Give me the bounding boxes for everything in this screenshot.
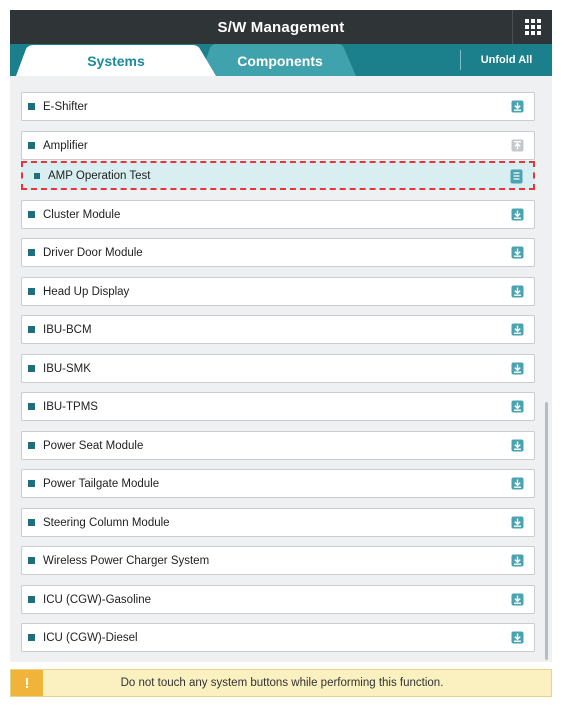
download-icon[interactable] xyxy=(511,400,524,413)
system-name: IBU-SMK xyxy=(43,362,91,375)
tab-systems[interactable] xyxy=(10,44,222,76)
list-item[interactable] xyxy=(21,92,535,121)
download-icon[interactable] xyxy=(511,516,524,529)
list-item-child-highlighted[interactable] xyxy=(21,161,535,190)
system-name: IBU-BCM xyxy=(43,323,92,336)
list-item[interactable] xyxy=(21,392,535,421)
list-item[interactable] xyxy=(21,585,535,614)
warning-message: Do not touch any system buttons while performing this function. xyxy=(120,677,444,689)
bullet-icon xyxy=(28,557,35,564)
bullet-icon xyxy=(28,480,35,487)
unfold-all-button[interactable]: Unfold All xyxy=(460,50,552,70)
bullet-icon xyxy=(28,596,35,603)
list-item[interactable] xyxy=(21,277,535,306)
system-name: ICU (CGW)-Diesel xyxy=(43,631,138,644)
bullet-icon xyxy=(28,365,35,372)
system-name: ICU (CGW)-Gasoline xyxy=(43,593,151,606)
list-item[interactable] xyxy=(21,623,535,652)
bullet-icon xyxy=(28,634,35,641)
download-icon[interactable] xyxy=(511,285,524,298)
system-name: Head Up Display xyxy=(43,285,130,298)
page-title: S/W Management xyxy=(217,18,345,36)
bullet-icon xyxy=(28,103,35,110)
tab-bar xyxy=(10,44,552,76)
system-name: Cluster Module xyxy=(43,208,121,221)
list-item[interactable] xyxy=(21,469,535,498)
sub-item-name: AMP Operation Test xyxy=(48,169,151,182)
scrollbar[interactable] xyxy=(545,402,548,660)
warning-banner xyxy=(10,669,552,697)
download-icon[interactable] xyxy=(511,323,524,336)
upload-icon[interactable] xyxy=(511,139,524,152)
system-name: IBU-TPMS xyxy=(43,400,98,413)
bullet-icon xyxy=(28,142,35,149)
download-icon[interactable] xyxy=(511,631,524,644)
list-item[interactable] xyxy=(21,354,535,383)
list-item[interactable] xyxy=(21,315,535,344)
system-name: Power Tailgate Module xyxy=(43,477,160,490)
download-icon[interactable] xyxy=(511,208,524,221)
systems-list[interactable] xyxy=(10,76,552,662)
menu-button[interactable] xyxy=(512,10,552,44)
download-icon[interactable] xyxy=(511,362,524,375)
grid-menu-icon xyxy=(525,19,541,35)
tab-systems-label: Systems xyxy=(87,53,145,69)
list-item[interactable] xyxy=(21,431,535,460)
download-icon[interactable] xyxy=(511,593,524,606)
document-icon[interactable] xyxy=(510,169,523,184)
system-name: Power Seat Module xyxy=(43,439,144,452)
bullet-icon xyxy=(28,519,35,526)
tab-components[interactable] xyxy=(200,44,360,76)
bullet-icon xyxy=(28,211,35,218)
system-name: E-Shifter xyxy=(43,100,88,113)
bullet-icon xyxy=(28,442,35,449)
title-bar xyxy=(10,10,552,44)
bullet-icon xyxy=(28,326,35,333)
system-name: Wireless Power Charger System xyxy=(43,554,210,567)
download-icon[interactable] xyxy=(511,100,524,113)
system-name: Driver Door Module xyxy=(43,246,143,259)
system-name: Steering Column Module xyxy=(43,516,170,529)
download-icon[interactable] xyxy=(511,554,524,567)
list-item[interactable] xyxy=(21,546,535,575)
list-item[interactable] xyxy=(21,200,535,229)
list-item[interactable] xyxy=(21,508,535,537)
system-name: Amplifier xyxy=(43,139,88,152)
list-item[interactable] xyxy=(21,131,535,160)
bullet-icon xyxy=(28,403,35,410)
tab-components-label: Components xyxy=(237,53,323,69)
warning-icon: ! xyxy=(11,670,43,696)
download-icon[interactable] xyxy=(511,246,524,259)
bullet-icon xyxy=(34,173,40,179)
bullet-icon xyxy=(28,249,35,256)
download-icon[interactable] xyxy=(511,477,524,490)
bullet-icon xyxy=(28,288,35,295)
download-icon[interactable] xyxy=(511,439,524,452)
list-item[interactable] xyxy=(21,238,535,267)
